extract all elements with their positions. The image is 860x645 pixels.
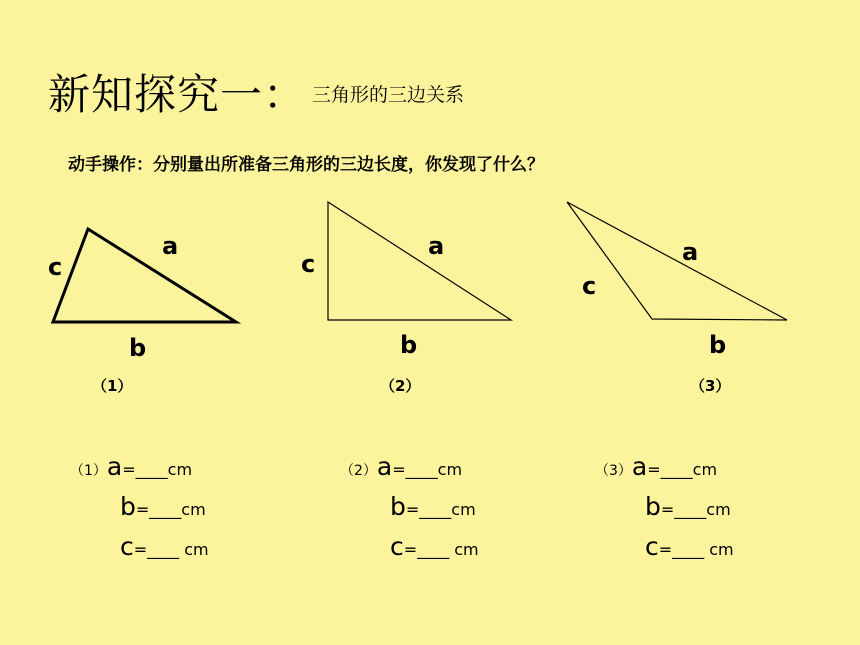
measurement-2-a-var: a [376,452,393,481]
measurement-2-c-var: c [390,532,404,561]
triangle-3 [567,202,787,320]
measurement-3-b-blank: =____cm [660,500,731,519]
triangle-2-label-a: a [428,232,445,260]
triangle-1 [53,229,236,322]
measurement-1-a-blank: =____cm [122,460,193,479]
measurement-1-c-var: c [120,532,134,561]
measurement-2-c-blank: =____ cm [403,540,479,559]
triangle-3-label-b: b [709,331,727,359]
triangle-2-label-b: b [400,331,418,359]
measurement-2-a-blank: =____cm [392,460,463,479]
measurement-3-c-var: c [645,532,659,561]
page-subtitle: 三角形的三边关系 [312,84,465,106]
triangle-1-label-a: a [162,232,179,260]
measurement-3-c-blank: =____ cm [658,540,734,559]
measurement-1-a-var: a [106,452,123,481]
triangle-3-number: （3） [690,377,731,395]
triangle-2 [328,202,511,320]
measurement-3-a-var: a [631,452,648,481]
measurement-2-b-var: b [390,492,406,521]
measurement-3-index: （3） [595,463,632,479]
triangle-1-label-b: b [129,334,147,362]
measurement-1-c-blank: =____ cm [133,540,209,559]
measurement-2-b-blank: =____cm [405,500,476,519]
measurement-3-b-var: b [645,492,661,521]
measurement-1-index: （1） [70,463,107,479]
measurement-3-a-blank: =____cm [647,460,718,479]
triangle-3-label-a: a [682,238,699,266]
triangle-3-label-c: c [582,272,597,300]
triangle-1-number: （1） [92,377,133,395]
measurement-2-index: （2） [340,463,377,479]
triangle-2-label-c: c [301,250,316,278]
measurement-1-b-var: b [120,492,136,521]
triangle-1-label-c: c [48,253,63,281]
instruction-text: 动手操作：分别量出所准备三角形的三边长度，你发现了什么？ [68,155,544,175]
triangle-2-number: （2） [380,377,421,395]
measurement-1-b-blank: =____cm [135,500,206,519]
page-title: 新知探究一： [48,70,307,119]
